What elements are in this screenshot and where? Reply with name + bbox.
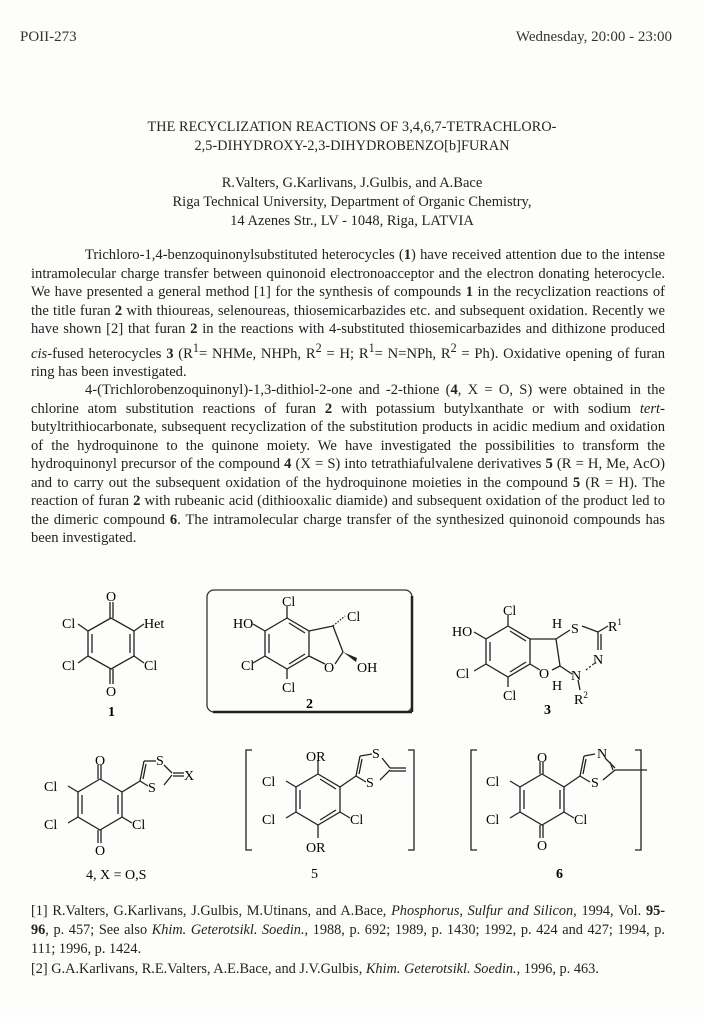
atom-cl: Cl	[282, 595, 296, 610]
compound-label: 6	[556, 867, 563, 882]
italic-term: cis	[31, 345, 48, 362]
compound-ref: 2	[324, 400, 333, 417]
paragraph-2	[31, 381, 665, 548]
atom-cl: Cl	[132, 818, 146, 833]
structure-4	[40, 755, 220, 885]
atom-ho: HO	[452, 625, 473, 640]
compound-ref: 2	[190, 321, 198, 337]
atom-o: O	[537, 839, 548, 854]
abstract-body	[31, 246, 665, 548]
atom-n: N	[593, 653, 604, 668]
compound-label: 4, X = O,S	[86, 868, 147, 883]
atom-h: H	[552, 617, 563, 632]
session-time: Wednesday, 20:00 - 23:00	[515, 29, 672, 45]
text: -butyltrithiocarbonate, subsequent recyclization of the substitution products in acidic medium and oxidation of the hydroquinone to the quinone moiety. We have investigated the possibilities to transform the hydroquinonyl precursor of the compound	[31, 400, 665, 473]
text: [1] R.Valters, G.Karlivans, J.Gulbis, M.Utinans, and A.Bace,	[31, 903, 392, 919]
atom-cl: Cl	[62, 617, 76, 632]
structure-1	[40, 588, 210, 718]
references	[31, 902, 665, 979]
text: (X = S) into tetrathiafulvalene derivatives	[291, 456, 546, 473]
structure-5	[240, 740, 440, 885]
compound-ref: 4	[284, 456, 292, 473]
atom-o: O	[95, 844, 106, 859]
structure-6	[465, 740, 680, 885]
atom-cl: Cl	[44, 818, 58, 833]
atom-cl: Cl	[144, 659, 158, 674]
atom-cl: Cl	[62, 659, 76, 674]
author-block	[0, 174, 704, 231]
atom-cl: Cl	[503, 604, 517, 619]
text: , p. 457; See also	[45, 922, 152, 939]
atom-het: Het	[144, 617, 165, 632]
atom-cl: Cl	[350, 813, 364, 828]
atom-cl: Cl	[262, 775, 276, 790]
journal: Phosphorus, Sulfur and Silicon	[391, 903, 574, 919]
atom-r1	[608, 617, 622, 635]
atom-o: O	[106, 590, 117, 605]
atom-s: S	[372, 747, 380, 762]
text: 4-(Trichlorobenzoquinonyl)-1,3-dithiol-2-one and -2-thione (	[85, 382, 451, 399]
compound-ref: 3	[166, 345, 174, 362]
text: [2] G.A.Karlivans, R.E.Valters, A.E.Bace, and J.V.Gulbis,	[31, 960, 366, 977]
atom-oh: OH	[357, 661, 378, 676]
superscript: 2	[450, 340, 457, 355]
superscript: 2	[583, 690, 588, 700]
atom-r: R	[574, 693, 584, 708]
compound-label: 2	[306, 697, 313, 712]
italic-term: tert	[639, 400, 661, 417]
text: in the recyclization reactions of the title furan	[31, 284, 665, 319]
atom-cl: Cl	[44, 780, 58, 795]
text: Trichloro-1,4-benzoquinonylsubstituted heterocycles (	[85, 247, 404, 263]
superscript: 1	[192, 340, 199, 355]
text: = N=NPh, R	[374, 345, 451, 362]
compound-ref: 2	[114, 302, 123, 319]
text: , 1988, p. 692; 1989, p. 1430; 1992, p. 424 and 427; 1994, p. 111; 1996, p. 1424.	[31, 922, 665, 958]
atom-cl: Cl	[241, 659, 255, 674]
atom-or: OR	[306, 750, 326, 765]
paper-title	[0, 118, 704, 156]
text: (R = H). The reaction of furan	[31, 474, 666, 510]
text: = NHMe, NHPh, R	[198, 345, 316, 362]
structure-6-bonds	[471, 750, 647, 850]
reference-2	[31, 960, 665, 979]
title-line-1: THE RECYCLIZATION REACTIONS OF 3,4,6,7-TETRACHLORO-	[147, 119, 557, 135]
atom-cl: Cl	[282, 681, 296, 696]
structure-2	[205, 588, 417, 716]
text: -fused heterocycles	[47, 345, 167, 362]
text: , 1994, Vol.	[573, 903, 646, 919]
address: 14 Azenes Str., LV - 1048, Riga, LATVIA	[230, 213, 474, 229]
reference-1	[31, 902, 665, 960]
text: with thioureas, selenoureas, thiosemicarbazides etc. and subsequent oxidation. Recently we have shown [2] that furan	[31, 302, 666, 337]
compound-ref: 5	[572, 474, 581, 491]
compound-ref: 4	[450, 382, 458, 399]
atom-cl: Cl	[456, 667, 470, 682]
atom-o: O	[106, 685, 117, 700]
atom-o: O	[539, 667, 550, 682]
structure-5-bonds	[246, 750, 414, 850]
atom-x: X	[184, 769, 195, 784]
journal: Khim. Geterotsikl. Soedin.	[365, 960, 517, 977]
atom-cl: Cl	[486, 775, 500, 790]
structure-4-bonds	[68, 761, 184, 843]
compound-ref: 5	[545, 456, 553, 473]
atom-cl: Cl	[503, 689, 517, 704]
atom-cl: Cl	[262, 813, 276, 828]
author-names: R.Valters, G.Karlivans, J.Gulbis, and A.Bace	[221, 175, 483, 191]
compound-ref: 1	[465, 284, 474, 300]
atom-n: N	[571, 669, 582, 684]
compound-ref: 1	[403, 247, 412, 263]
text: . The intramolecular charge transfer of the synthesized quinonoid compounds has been investigated.	[31, 511, 665, 547]
atom-o: O	[537, 751, 548, 766]
text: in the reactions with 4-substituted thiosemicarbazides and dithizone produced	[197, 321, 665, 337]
atom-cl: Cl	[574, 813, 588, 828]
compound-label: 5	[311, 867, 318, 882]
atom-n: N	[597, 747, 608, 762]
atom-s: S	[148, 781, 156, 796]
atom-r: R	[608, 620, 618, 635]
paragraph-1	[31, 246, 665, 381]
compound-label: 1	[108, 705, 115, 718]
text: (R	[173, 345, 193, 362]
superscript: 1	[368, 340, 375, 355]
atom-ho: HO	[233, 617, 254, 632]
atom-r2	[574, 690, 588, 708]
text: ) have received attention due to the intense intramolecular charge transfer between quinonoid electronoacceptor and the electron donating heterocycle. We have presented a general method [1] for the synthesis of compounds	[31, 247, 665, 300]
atom-s: S	[156, 755, 164, 769]
text: , X = O, S) were obtained in the chlorine atom substitution reactions of furan	[31, 382, 665, 417]
compound-ref: 2	[133, 493, 141, 510]
atom-s: S	[571, 622, 579, 637]
text: = Ph). Oxidative opening of furan ring has been investigated.	[31, 345, 665, 380]
atom-cl: Cl	[486, 813, 500, 828]
structure-3	[440, 598, 680, 720]
journal: Khim. Geterotsikl. Soedin.	[151, 922, 305, 939]
text: , 1996, p. 463.	[516, 960, 599, 977]
atom-s: S	[591, 776, 599, 791]
volume: 95-96	[31, 903, 665, 939]
text: (R = H, Me, AcO) and to carry out the subsequent oxidation of the hydroquinone moieties in the compound	[31, 456, 665, 491]
text: with potassium butylxanthate or with sodium	[332, 400, 640, 417]
abstract-code: POII-273	[20, 29, 77, 45]
superscript: 2	[315, 340, 322, 355]
compound-ref: 6	[169, 511, 178, 528]
atom-or: OR	[306, 841, 326, 856]
compound-label: 3	[544, 703, 551, 718]
text: = H; R	[321, 345, 369, 362]
atom-o: O	[95, 755, 106, 769]
structure-1-bonds	[78, 602, 144, 684]
text: with rubeanic acid (dithiooxalic diamide) and subsequent oxidation of the product led to the dimeric compound	[31, 493, 665, 528]
atom-h: H	[552, 679, 563, 694]
atom-o: O	[324, 661, 335, 676]
atom-cl: Cl	[347, 610, 361, 625]
atom-s: S	[366, 776, 374, 791]
title-line-2: 2,5-DIHYDROXY-2,3-DIHYDROBENZO[b]FURAN	[194, 138, 510, 154]
affiliation: Riga Technical University, Department of Organic Chemistry,	[172, 194, 532, 210]
superscript: 1	[617, 617, 622, 627]
